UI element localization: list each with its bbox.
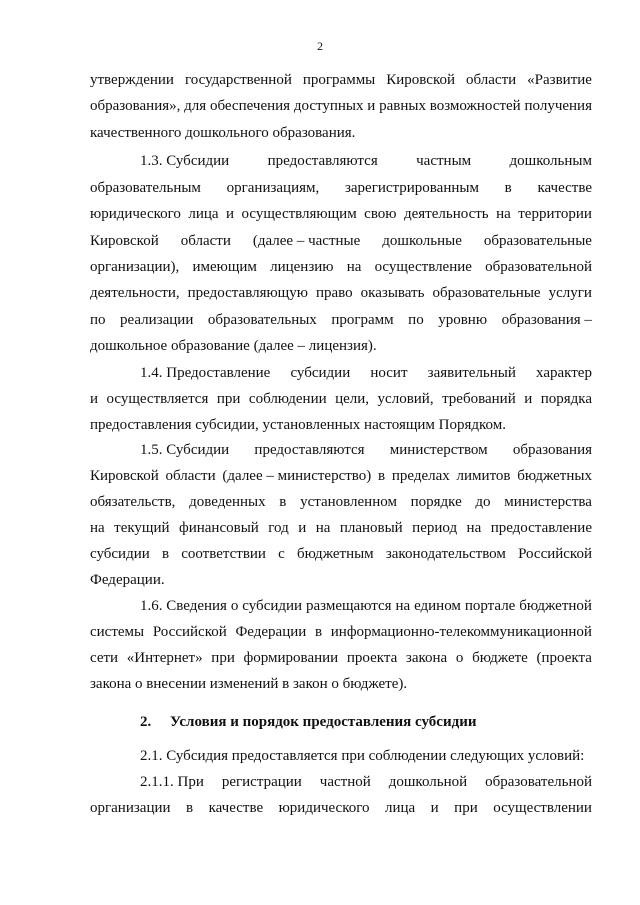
text-line: дошкольное образование (далее – лицензия). [90, 338, 377, 354]
text-line: Федерации. [90, 572, 165, 588]
text-line: сети «Интернет» при формировании проекта закона о бюджете (проекта [90, 650, 592, 666]
text-line: закона о внесении изменений в закон о бюджете). [90, 676, 408, 692]
text-line: Кировской области (далее – частные дошкольные образовательные [90, 233, 592, 249]
text-line: утверждении государственной программы Кировской области «Развитие [90, 72, 592, 88]
text-line: 1.4. Предоставление субсидии носит заявительный характер [140, 365, 592, 381]
section-title: Условия и порядок предоставления субсидии [170, 714, 477, 730]
text-line: 1.6. Сведения о субсидии размещаются на едином портале бюджетной [140, 598, 592, 614]
text-line: предоставления субсидии, установленных настоящим Порядком. [90, 417, 507, 433]
section-number: 2. [140, 714, 152, 730]
text-line: по реализации образовательных программ по уровню образования – [90, 312, 592, 328]
text-line: 1.5. Субсидии предоставляются министерством образования [140, 442, 592, 458]
text-line: Кировской области (далее – министерство) в пределах лимитов бюджетных [90, 468, 592, 484]
text-line: 2.1.1. При регистрации частной дошкольной образовательной [140, 774, 592, 790]
text-line: организации в качестве юридического лица и при осуществлении [90, 800, 592, 816]
text-line: 2.1. Субсидия предоставляется при соблюдении следующих условий: [140, 748, 585, 764]
text-line: юридического лица и осуществляющим свою деятельность на территории [90, 206, 592, 222]
page-number: 2 [317, 39, 323, 53]
text-line: качественного дошкольного образования. [90, 125, 356, 141]
text-line: системы Российской Федерации в информационно-телекоммуникационной [90, 624, 592, 640]
text-line: и осуществляется при соблюдении цели, условий, требований и порядка [90, 391, 592, 407]
text-line: на текущий финансовый год и на плановый период на предоставление [90, 520, 592, 536]
text-line: организации), имеющим лицензию на осуществление образовательной [90, 259, 592, 275]
text-line: деятельности, предоставляющую право оказывать образовательные услуги [90, 285, 592, 301]
text-line: образования», для обеспечения доступных и равных возможностей получения [90, 98, 592, 114]
text-line: образовательным организациям, зарегистрированным в качестве [90, 180, 592, 196]
text-line: обязательств, доведенных в установленном порядке до министерства [90, 494, 592, 510]
text-line: 1.3. Субсидии предоставляются частным дошкольным [140, 153, 592, 169]
text-line: субсидии в соответствии с бюджетным законодательством Российской [90, 546, 592, 562]
section-heading [140, 714, 476, 730]
